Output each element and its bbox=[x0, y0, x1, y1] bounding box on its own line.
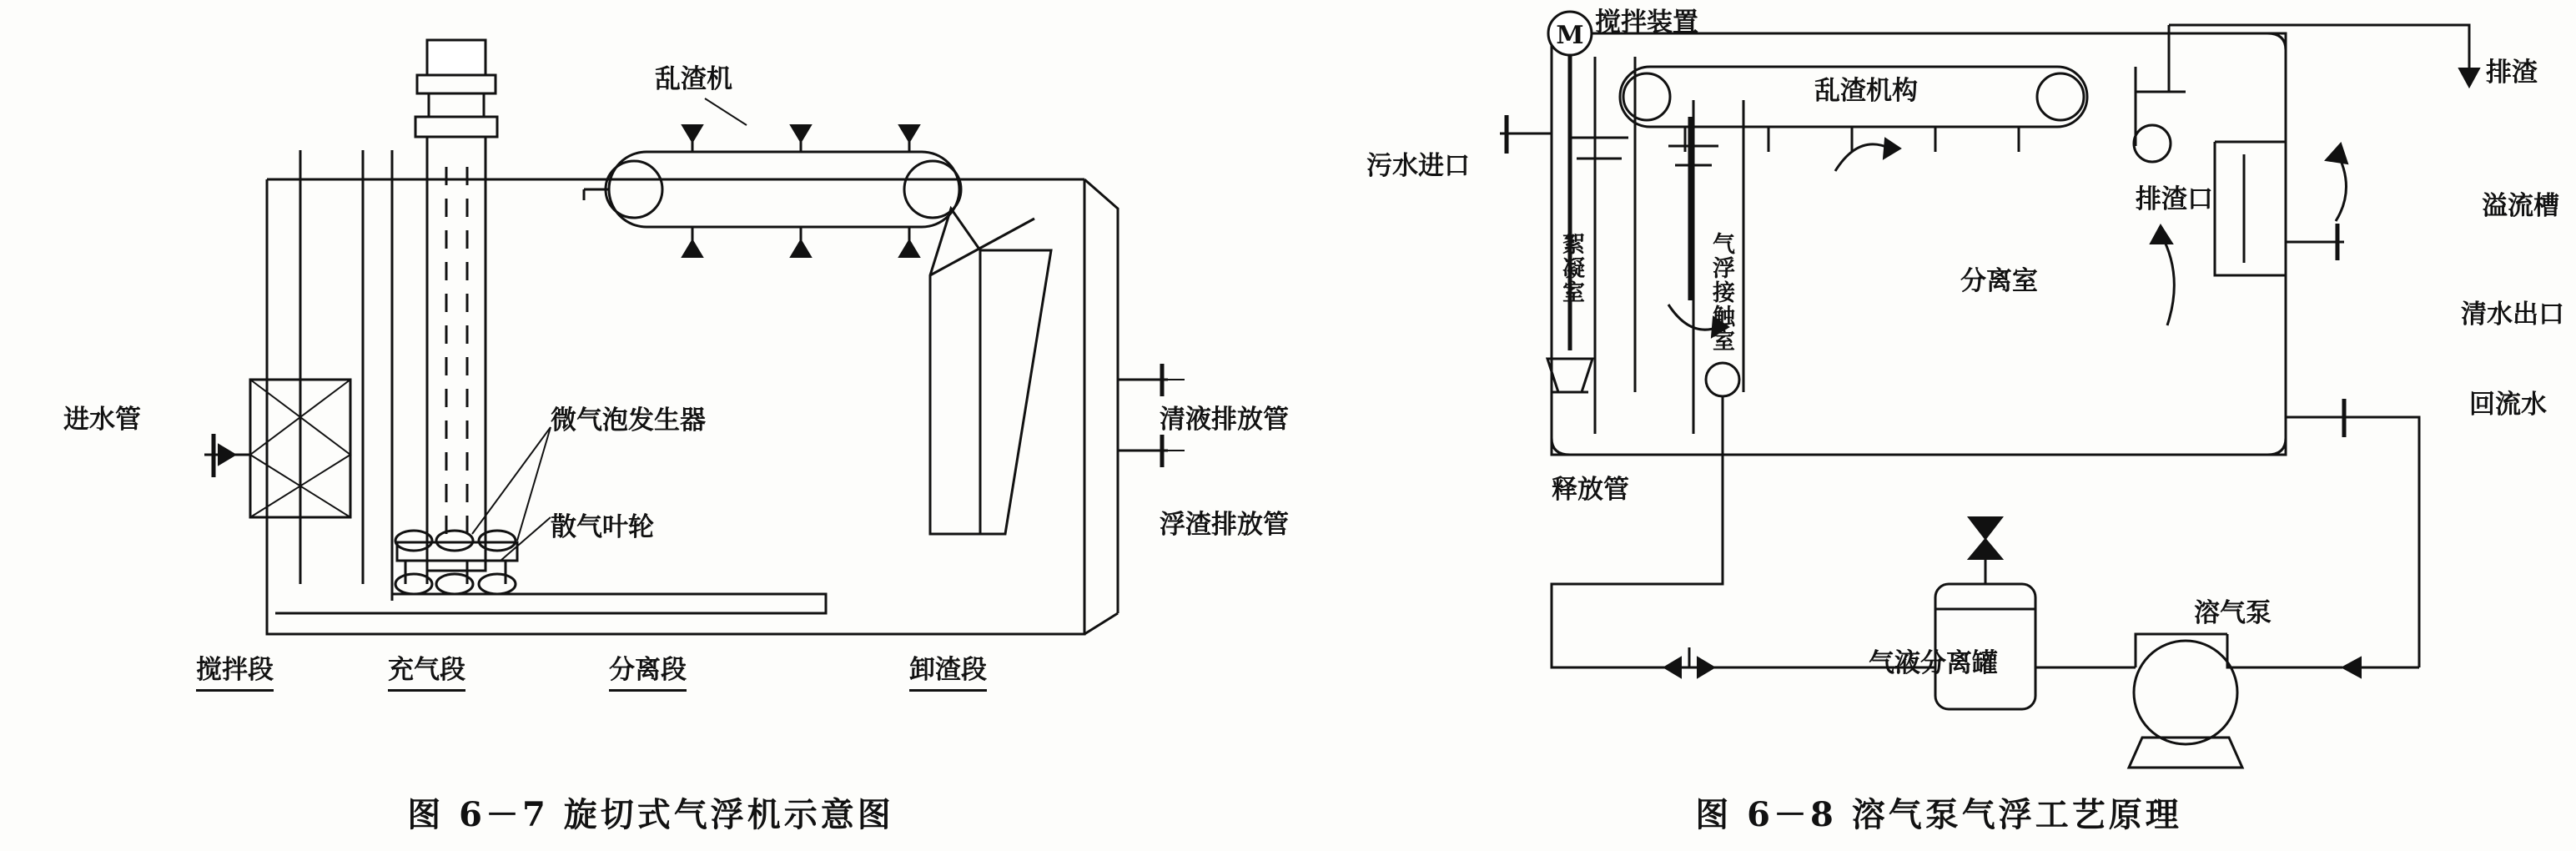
label-release-pipe: 释放管 bbox=[1552, 475, 1629, 505]
label-stage-separation: 分离段 bbox=[609, 656, 687, 692]
label-sludge-discharge-port: 排渣口 bbox=[2136, 184, 2213, 214]
label-inlet-pipe: 进水管 bbox=[63, 405, 141, 435]
figure-6-8 bbox=[1301, 0, 2576, 851]
label-scraper: 乱渣机 bbox=[655, 64, 732, 94]
label-return-water: 回流水 bbox=[2469, 390, 2547, 420]
label-microbubble-generator: 微气泡发生器 bbox=[551, 405, 706, 436]
label-dissolved-air-pump: 溶气泵 bbox=[2194, 598, 2272, 628]
label-scraper-mechanism: 乱渣机构 bbox=[1814, 76, 1918, 106]
label-clear-water-outlet: 清水出口 bbox=[2461, 300, 2564, 330]
figure-6-7-caption: 图 6－7 旋切式气浮机示意图 bbox=[407, 795, 894, 834]
label-clear-liquid-discharge-pipe: 清液排放管 bbox=[1160, 405, 1289, 435]
label-flocculation-chamber: 絮凝室 bbox=[1558, 232, 1585, 305]
label-stirring-device: 搅拌装置 bbox=[1595, 8, 1698, 38]
label-stage-mixing: 搅拌段 bbox=[196, 656, 274, 692]
label-float-scum-discharge-pipe: 浮渣排放管 bbox=[1160, 510, 1289, 540]
label-separation-chamber: 分离室 bbox=[1960, 266, 2038, 296]
label-sewage-inlet: 污水进口 bbox=[1366, 151, 1470, 181]
svg-text:M: M bbox=[1556, 21, 1584, 50]
label-stage-discharge: 卸渣段 bbox=[909, 656, 987, 692]
figure-6-8-caption: 图 6－8 溶气泵气浮工艺原理 bbox=[1695, 795, 2182, 834]
label-gas-dispersing-impeller: 散气叶轮 bbox=[551, 512, 654, 542]
figure-6-8-drawing bbox=[1301, 0, 2576, 851]
label-gas-liquid-separation-tank: 气液分离罐 bbox=[1869, 648, 1998, 678]
label-stage-aeration: 充气段 bbox=[388, 656, 465, 692]
label-sludge-discharge: 排渣 bbox=[2486, 58, 2538, 88]
label-overflow-trough: 溢流槽 bbox=[2482, 191, 2559, 221]
label-air-flotation-contact-chamber: 气浮接触室 bbox=[1708, 232, 1735, 353]
